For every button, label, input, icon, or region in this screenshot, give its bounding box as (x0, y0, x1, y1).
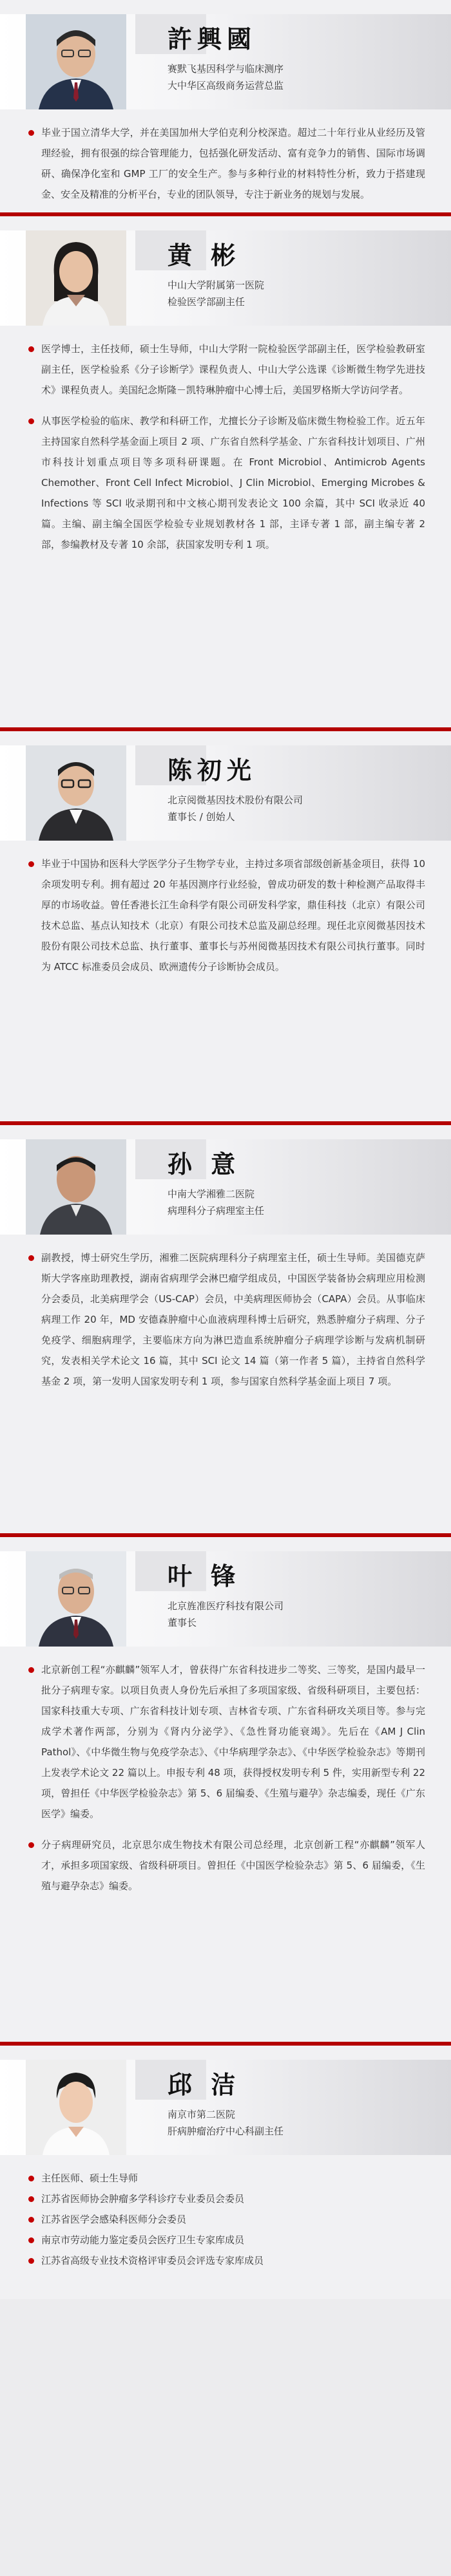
bio-paragraph: 医学博士，主任技师，硕士生导师，中山大学附一院检验医学部副主任，医学检验教研室副主任，医学检验系《分子诊断学》课程负责人、中山大学公选课《诊断微生物学先进技术》课程负责人。美国纪念斯隆－凯特琳肿瘤中心博士后，美国罗格斯大学访问学者。 (26, 339, 425, 400)
credential-item: 主任医师、硕士生导师 (26, 2168, 425, 2189)
expert-card (0, 0, 451, 212)
credential-item: 南京市劳动能力鉴定委员会医疗卫生专家库成员 (26, 2230, 425, 2250)
role-line: 赛默飞基因科学与临床测序 (168, 63, 284, 75)
role-line: 病理科分子病理室主任 (168, 1205, 265, 1217)
expert-header (0, 0, 451, 118)
role-line: 北京阅微基因技术股份有限公司 (168, 794, 303, 806)
role-line: 中山大学附属第一医院 (168, 279, 265, 291)
expert-card (0, 727, 451, 1121)
expert-name: 許興國 (168, 24, 257, 53)
expert-name: 叶 锋 (168, 1562, 241, 1591)
role-line: 肝病肿瘤治疗中心科副主任 (168, 2125, 284, 2137)
expert-bio (0, 335, 451, 588)
expert-role (168, 2106, 283, 2140)
bio-paragraph: 北京新创工程“亦麒麟”领军人才，曾获得广东省科技进步二等奖、三等奖，是国内最早一批分子病理专家。以项目负责人身份先后承担了多项国家级、省级科研项目，主要包括：国家科技重大专项、广东省科技计划专项、吉林省专项、广东省科研攻关项目等。参与完成学术著作两部，分别为《肾内分泌学》、《急性肾功能衰竭》。先后在《AM J Clin Pathol》、《中华微生物与免疫学杂志》、《中华病理学杂志》、《中华医学检验杂志》等期刊上发表学术论文 22 篇以上。申报专利 48 项，获得授权发明专利 5 件，实用新型专利 22 项，曾担任《中华医学检验杂志》第 5、6 届编委、《生殖与避孕》杂志编委，现任《广东医学》编委。 (26, 1659, 425, 1824)
expert-bio (0, 1656, 451, 1930)
expert-role (168, 792, 303, 825)
credential-item: 江苏省医师协会肿瘤多学科诊疗专业委员会委员 (26, 2189, 425, 2209)
credential-item: 江苏省高级专业技术资格评审委员会评选专家库成员 (26, 2250, 425, 2271)
role-line: 董事长 / 创始人 (168, 811, 235, 823)
expert-header (0, 216, 451, 335)
expert-role (168, 1598, 283, 1631)
expert-card (0, 212, 451, 727)
expert-header (0, 1537, 451, 1656)
expert-card (0, 1121, 451, 1533)
expert-header (0, 731, 451, 850)
expert-header (0, 1125, 451, 1244)
expert-name: 邱 洁 (168, 2070, 241, 2099)
bio-paragraph: 毕业于国立清华大学，并在美国加州大学伯克利分校深造。超过二十年行业从业经历及管理经验，拥有很强的综合管理能力，包括强化研发活动、富有竞争力的销售、国际市场调研、确保净化室和 GMP 工厂的安全生产。参与多种行业的材料特性分析，致力于搭建现金、安全及精准的分析平台，专业的团队领导，专注于新业务的规划与发展。 (26, 122, 425, 205)
expert-photo (26, 1551, 126, 1647)
expert-role (168, 277, 264, 310)
expert-credentials-list (0, 2164, 451, 2294)
expert-role (168, 61, 283, 94)
role-line: 检验医学部副主任 (168, 296, 245, 308)
role-line: 中南大学湘雅二医院 (168, 1188, 255, 1200)
expert-photo (26, 14, 126, 109)
expert-header (0, 2046, 451, 2164)
bio-paragraph: 副教授，博士研究生学历，湘雅二医院病理科分子病理室主任，硕士生导师。美国德克萨斯大学客座助理教授，湖南省病理学会淋巴瘤学组成员，中国医学装备协会病理应用检测分会委员，北美病理学会（US-CAP）会员，中美病理医师协会（CAPA）会员。从事临床病理工作 20 年，MD 安德森肿瘤中心血液病理科博士后研究，熟悉肿瘤分子病理、分子免疫学、细胞病理学，主要临床方向为淋巴造血系统肿瘤分子病理学诊断与发病机制研究，发表相关学术论文 16 篇，其中 SCI 论文 14 篇（第一作者 5 篇），主持省自然科学基金 2 项，第一发明人国家发明专利 1 项，参与国家自然科学基金面上项目 7 项。 (26, 1247, 425, 1392)
expert-card (0, 1533, 451, 2042)
bio-paragraph: 毕业于中国协和医科大学医学分子生物学专业，主持过多项省部级创新基金项目，获得 10 余项发明专利。拥有超过 20 年基因测序行业经验，曾成功研发的数十种检测产品取得丰厚的市场收益。曾任香港长江生命科学有限公司研发科学家，鼎佳科技（北京）有限公司技术总监、基点认知技术（北京）有限公司技术总监及副总经理。现任北京阅微基因技术股份有限公司技术总监、执行董事、董事长与苏州阅微基因技术有限公司执行董事。同时为 ATCC 标准委员会成员、欧洲遗传分子诊断协会成员。 (26, 854, 425, 977)
role-line: 大中华区高级商务运营总监 (168, 80, 284, 91)
expert-bio (0, 850, 451, 1011)
expert-name: 陈初光 (168, 756, 257, 785)
expert-name: 孙 意 (168, 1150, 241, 1179)
credential-item: 江苏省医学会感染科医师分会委员 (26, 2209, 425, 2230)
expert-photo (26, 230, 126, 326)
expert-role (168, 1186, 264, 1219)
role-line: 南京市第二医院 (168, 2109, 236, 2120)
expert-photo (26, 2060, 126, 2155)
expert-photo (26, 1139, 126, 1235)
bio-paragraph: 从事医学检验的临床、教学和科研工作，尤擅长分子诊断及临床微生物检验工作。近五年主持国家自然科学基金面上项目 2 项、广东省自然科学基金、广东省科技计划项目、广州市科技计划重点项目等多项科研课题。在 Front Microbiol、Antimicrob Agents Chemother、Front Cell Infect Microbiol、J Clin Microbiol、Emerging Microbes & Infections 等 SCI 收录期刊和中文核心期刊发表论文 100 余篇，其中 SCI 收录近 40 篇。主编、副主编全国医学检验专业规划教材各 1 部，主译专著 1 部，副主编专著 2 部，参编教材及专著 10 余部，获国家发明专利 1 项。 (26, 411, 425, 555)
role-line: 董事长 (168, 1617, 197, 1629)
role-line: 北京旌准医疗科技有限公司 (168, 1600, 284, 1612)
bio-paragraph: 分子病理研究员，北京思尔成生物技术有限公司总经理，北京创新工程“亦麒麟”领军人才，承担多项国家级、省级科研项目。曾担任《中国医学检验杂志》第 5、6 届编委，《生殖与避孕杂志》编委。 (26, 1834, 425, 1896)
expert-name: 黄 彬 (168, 241, 241, 270)
expert-photo (26, 745, 126, 841)
expert-bio (0, 1244, 451, 1425)
expert-card (0, 2042, 451, 2299)
